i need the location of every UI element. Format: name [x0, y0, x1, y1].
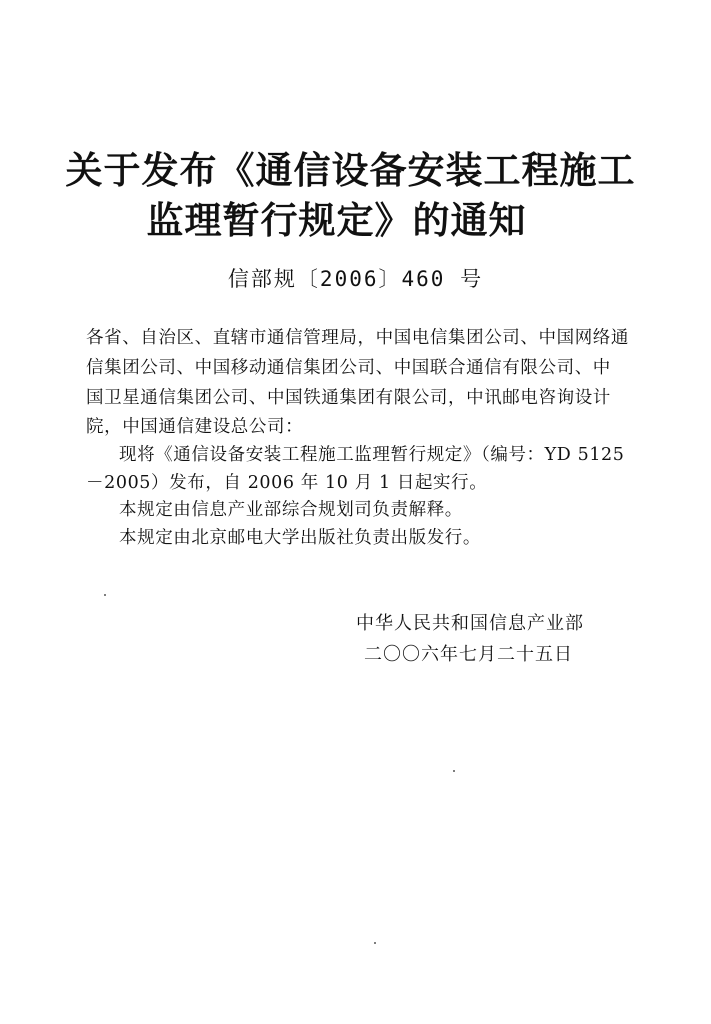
document-number: 信部规〔2006〕460 号 [227, 267, 484, 291]
paragraph-2: 本规定由信息产业部综合规划司负责解释。 [119, 500, 463, 520]
addressee-line-3: 国卫星通信集团公司、中国铁通集团有限公司，中讯邮电咨询设计 [86, 388, 611, 408]
scan-speck [453, 770, 455, 772]
paragraph-3: 本规定由北京邮电大学出版社负责出版发行。 [119, 528, 481, 548]
addressee-line-1: 各省、自治区、直辖市通信管理局，中国电信集团公司、中国网络通 [86, 328, 629, 348]
notice-title-line-1: 关于发布《通信设备安装工程施工 [65, 149, 636, 192]
scan-speck [374, 942, 376, 944]
issuing-organization: 中华人民共和国信息产业部 [356, 613, 584, 634]
addressee-line-4: 院，中国通信建设总公司： [86, 417, 304, 437]
scan-speck [104, 594, 106, 596]
notice-title-line-2: 监理暂行规定》的通知 [146, 199, 527, 242]
paragraph-1-line-2: －2005）发布，自 2006 年 10 月 1 日起实行。 [86, 473, 488, 493]
issue-date: 二〇〇六年七月二十五日 [364, 644, 573, 665]
addressee-line-2: 信集团公司、中国移动通信集团公司、中国联合通信有限公司、中 [86, 358, 611, 378]
paragraph-1-line-1: 现将《通信设备安装工程施工监理暂行规定》（编号：YD 5125 [119, 445, 625, 465]
